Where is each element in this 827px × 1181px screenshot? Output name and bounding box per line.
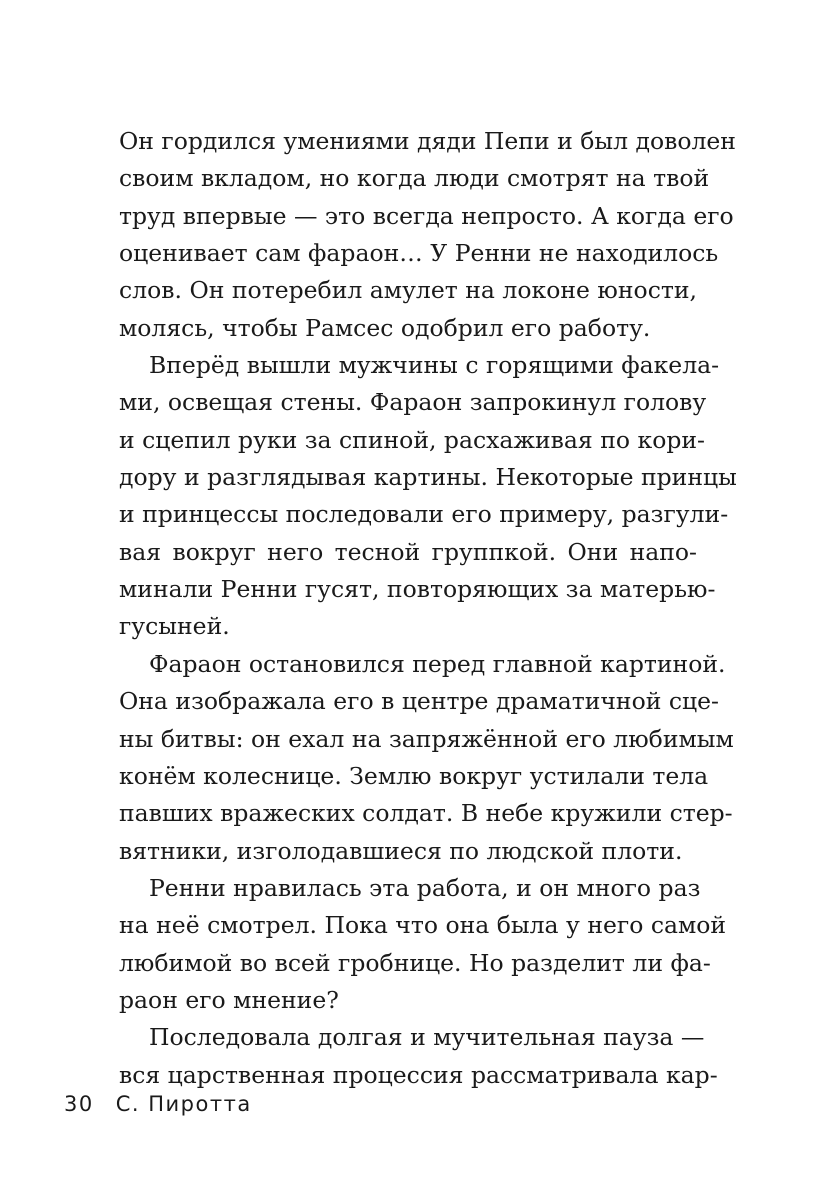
text-line: и принцессы последовали его примеру, разгули- [119,500,729,529]
text-line: ми, освещая стены. Фараон запрокинул голову [119,388,707,417]
text-line: вая вокруг него тесной группкой. Они напо- [119,537,697,566]
text-line: гусыней. [119,612,230,641]
text-line: Ренни нравилась эта работа, и он много раз [149,873,701,902]
text-line: вятники, изголодавшиеся по людской плоти. [119,836,683,865]
text-line: на неё смотрел. Пока что она была у него самой [119,911,727,940]
text-line: Она изображала его в центре драматичной сце- [119,687,719,716]
text-line: своим вкладом, но когда люди смотрят на твой [119,164,710,193]
text-line: Фараон остановился перед главной картиной. [149,649,726,678]
paragraph [119,123,736,347]
text-line: минали Ренни гусят, повторяющих за матерью- [119,575,716,604]
paragraph [119,347,737,646]
paragraph [119,1019,718,1094]
text-line: молясь, чтобы Рамсес одобрил его работу. [119,313,651,342]
paragraph [119,646,734,870]
page-number: 30 [64,1092,94,1116]
text-line: и сцепил руки за спиной, расхаживая по кори- [119,425,705,454]
text-line: слов. Он потеребил амулет на локоне юности, [119,276,697,305]
text-line: оценивает сам фараон… У Ренни не находилось [119,239,719,268]
text-line: вся царственная процессия рассматривала кар- [119,1060,718,1089]
paragraph [119,870,727,1019]
text-line: Последовала долгая и мучительная пауза — [149,1023,705,1052]
text-line: Вперёд вышли мужчины с горящими факела- [149,351,720,380]
text-line: ны битвы: он ехал на запряжённой его любимым [119,724,734,753]
text-line: павших вражеских солдат. В небе кружили стер- [119,799,733,828]
text-line: конём колеснице. Землю вокруг устилали тела [119,761,709,790]
page-footer [64,1092,252,1116]
text-line: раон его мнение? [119,985,339,1014]
body-text [119,123,737,1094]
text-line: труд впервые — это всегда непросто. А когда его [119,201,734,230]
text-line: Он гордился умениями дяди Пепи и был доволен [119,127,736,155]
running-author: С. Пиротта [115,1092,252,1116]
text-line: дору и разглядывая картины. Некоторые принцы [119,463,737,492]
text-line: любимой во всей гробнице. Но разделит ли фа- [119,948,711,977]
